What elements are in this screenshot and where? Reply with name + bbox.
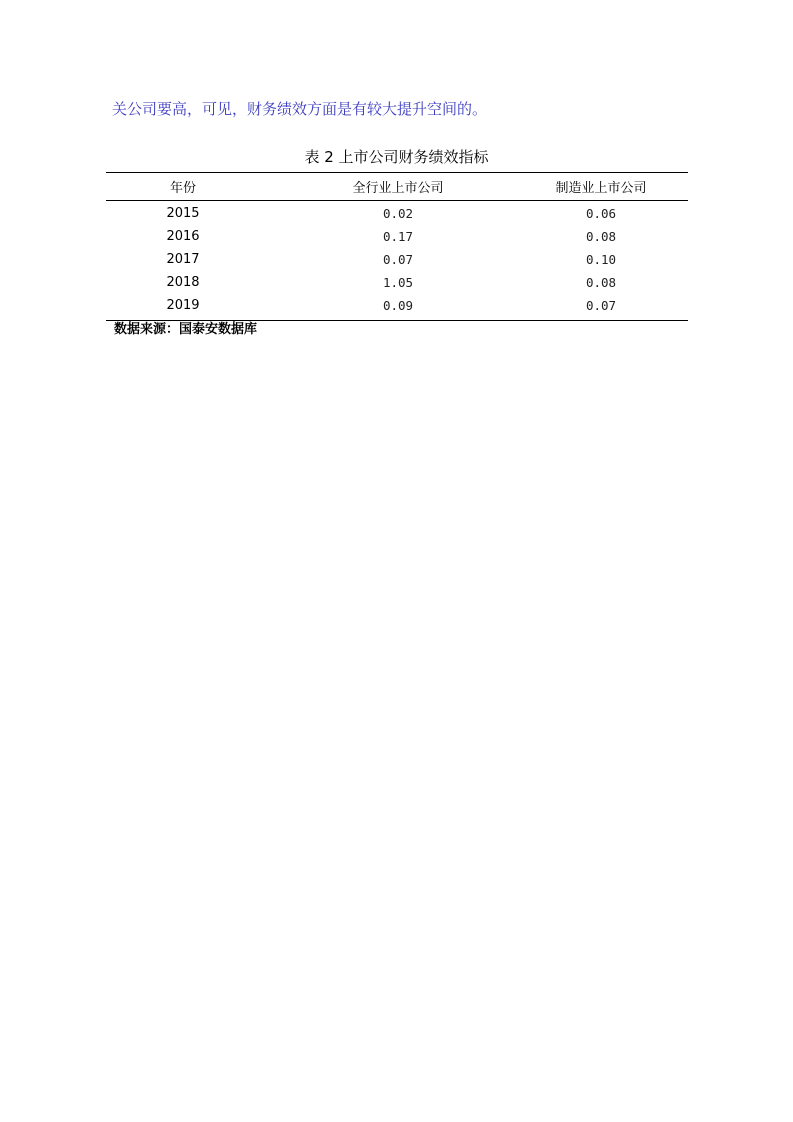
cell-manufacturing: 0.07: [585, 298, 617, 313]
table-body: [106, 201, 688, 320]
cell-manufacturing: 0.08: [585, 275, 617, 290]
financial-performance-table: [106, 172, 688, 321]
header-all-industry: 全行业上市公司: [352, 181, 444, 196]
cell-manufacturing: 0.06: [585, 206, 617, 221]
cell-manufacturing: 0.10: [585, 252, 617, 267]
table-header-row: [106, 173, 688, 201]
header-year: 年份: [169, 181, 196, 196]
cell-year: 2019: [166, 298, 200, 313]
cell-manufacturing: 0.08: [585, 229, 617, 244]
cell-all-industry: 0.17: [382, 229, 414, 244]
cell-all-industry: 1.05: [382, 275, 414, 290]
body-paragraph: 关公司要高，可见，财务绩效方面是有较大提升空间的。: [112, 100, 488, 118]
cell-all-industry: 0.02: [382, 206, 414, 221]
table-row: [106, 202, 688, 225]
cell-year: 2018: [166, 275, 200, 290]
header-manufacturing: 制造业上市公司: [555, 181, 647, 196]
table-row: [106, 271, 688, 294]
table-row: [106, 225, 688, 248]
cell-all-industry: 0.09: [382, 298, 414, 313]
data-source-note: 数据来源：国泰安数据库: [114, 322, 258, 337]
cell-year: 2017: [166, 252, 200, 267]
cell-all-industry: 0.07: [382, 252, 414, 267]
table-row: [106, 294, 688, 317]
table-row: [106, 248, 688, 271]
cell-year: 2016: [166, 229, 200, 244]
cell-year: 2015: [166, 206, 200, 221]
table-caption: 表 2 上市公司财务绩效指标: [304, 148, 489, 166]
